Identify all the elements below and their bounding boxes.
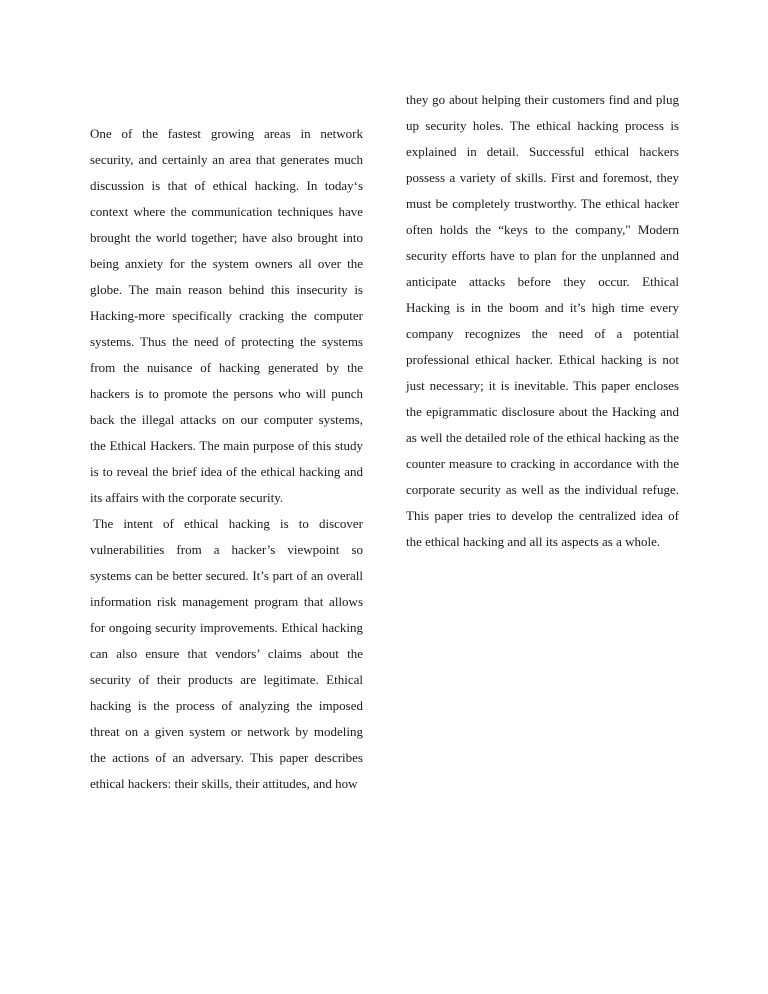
body-paragraph-1: One of the fastest growing areas in network security, and certainly an area that generates much discussion is that of ethical hacking. In today‘s context where the communication techniques have brought the world together; have also brought into being anxiety for the system owners all over the globe. The main reason behind this insecurity is Hacking-more specifically cracking the computer systems. Thus the need of protecting the systems from the nuisance of hacking generated by the hackers is to promote the persons who will punch back the illegal attacks on our computer systems, the Ethical Hackers. The main purpose of this study is to reveal the brief idea of the ethical hacking and its affairs with the corporate security. xyxy=(90,126,363,505)
right-column xyxy=(406,87,679,555)
body-paragraph-2: The intent of ethical hacking is to discover vulnerabilities from a hacker’s viewpoint so systems can be better secured. It’s part of an overall information risk management program that allows for ongoing security improvements. Ethical hacking can also ensure that vendors’ claims about the security of their products are legitimate. Ethical hacking is the process of analyzing the imposed threat on a given system or network by modeling the actions of an adversary. This paper describes ethical hackers: their skills, their attitudes, and how xyxy=(90,516,363,791)
left-column xyxy=(90,121,363,797)
body-paragraph-3: they go about helping their customers find and plug up security holes. The ethical hacking process is explained in detail. Successful ethical hackers possess a variety of skills. First and foremost, they must be completely trustworthy. The ethical hacker often holds the “keys to the company," Modern security efforts have to plan for the unplanned and anticipate attacks before they occur. Ethical Hacking is in the boom and it’s high time every company recognizes the need of a potential professional ethical hacker. Ethical hacking is not just necessary; it is inevitable. This paper encloses the epigrammatic disclosure about the Hacking and as well the detailed role of the ethical hacking as the counter measure to cracking in accordance with the corporate security as well as the individual refuge. This paper tries to develop the centralized idea of the ethical hacking and all its aspects as a whole. xyxy=(406,92,679,549)
